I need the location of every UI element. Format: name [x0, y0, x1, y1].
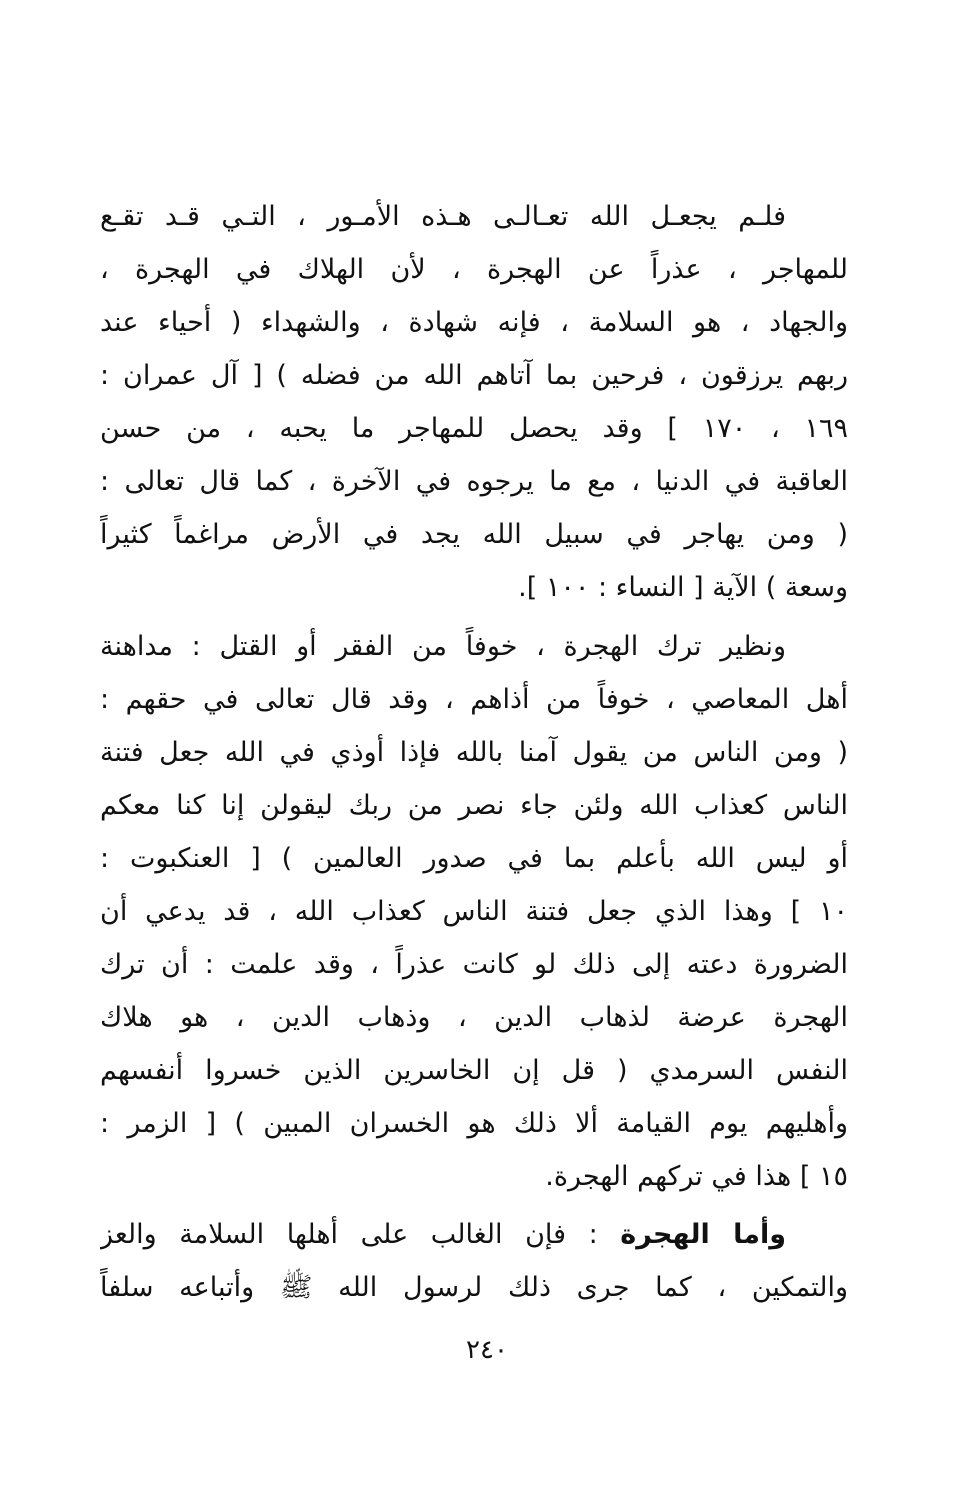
text-line: فلـم يجعـل الله تعـالـى هـذه الأمـور ، التـي قـد تقـع — [100, 201, 786, 232]
text-line-rest: : فإن الغالب على أهلها السلامة والعز — [100, 1219, 621, 1250]
paragraph-1 — [100, 190, 848, 614]
text-line: والجهاد ، هو السلامة ، فإنه شهادة ، والشهداء ( أحياء عند — [100, 307, 848, 338]
text-line: ( ومن يهاجر في سبيل الله يجد في الأرض مراغماً كثيراً — [100, 519, 848, 550]
paragraph-lead: وأما الهجرة — [620, 1219, 786, 1250]
paragraph-3 — [100, 1208, 848, 1314]
text-line: العاقبة في الدنيا ، مع ما يرجوه في الآخرة ، كما قال تعالى : — [100, 466, 848, 497]
text-line: للمهاجر ، عذراً عن الهجرة ، لأن الهلاك في الهجرة ، — [100, 254, 848, 285]
text-line: أو ليس الله بأعلم بما في صدور العالمين ) [ العنكبوت : — [100, 843, 848, 874]
paragraph-2 — [100, 620, 848, 1203]
text-line: ١٥ ] هذا في تركهم الهجرة. — [545, 1161, 848, 1192]
text-line: أهل المعاصي ، خوفاً من أذاهم ، وقد قال تعالى في حقهم : — [100, 684, 848, 715]
text-line: الهجرة عرضة لذهاب الدين ، وذهاب الدين ، هو هلاك — [100, 1002, 848, 1033]
page-number: ٢٤٠ — [466, 1335, 508, 1365]
text-line — [100, 1208, 848, 1261]
text-line: ربهم يرزقون ، فرحين بما آتاهم الله من فضله ) [ آل عمران : — [100, 360, 848, 391]
text-line: الناس كعذاب الله ولئن جاء نصر من ربك ليقولن إنا كنا معكم — [100, 790, 848, 821]
text-line: وسعة ) الآية [ النساء : ١٠٠ ]. — [518, 572, 848, 603]
text-line: والتمكين ، كما جرى ذلك لرسول الله ﷺ وأتباعه سلفاً — [100, 1272, 848, 1303]
text-line: ١٠ ] وهذا الذي جعل فتنة الناس كعذاب الله ، قد يدعي أن — [100, 896, 848, 927]
text-line: الضرورة دعته إلى ذلك لو كانت عذراً ، وقد علمت : أن ترك — [100, 949, 848, 980]
text-line: ( ومن الناس من يقول آمنا بالله فإذا أوذي في الله جعل فتنة — [100, 737, 848, 768]
text-line: ١٦٩ ، ١٧٠ ] وقد يحصل للمهاجر ما يحبه ، من حسن — [100, 413, 848, 444]
text-line: ونظير ترك الهجرة ، خوفاً من الفقر أو القتل : مداهنة — [100, 631, 786, 662]
text-line: وأهليهم يوم القيامة ألا ذلك هو الخسران المبين ) [ الزمر : — [100, 1108, 848, 1139]
text-line: النفس السرمدي ( قل إن الخاسرين الذين خسروا أنفسهم — [100, 1055, 848, 1086]
